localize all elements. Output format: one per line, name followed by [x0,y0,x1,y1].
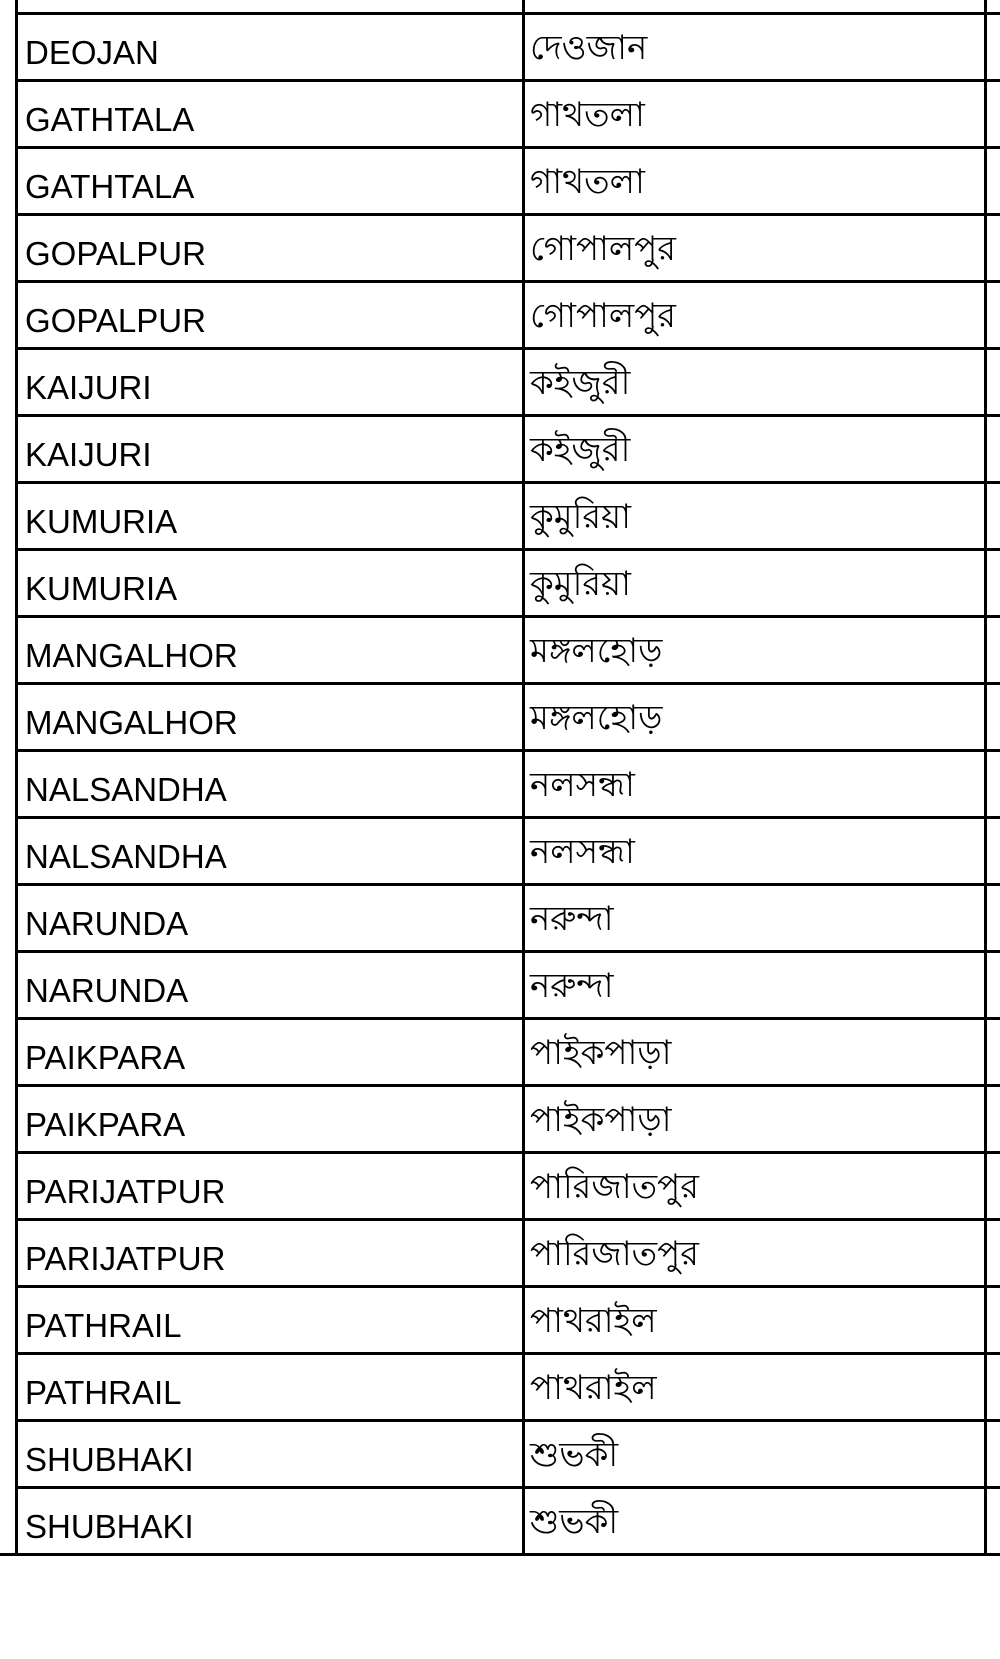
village-name-english: PARIJATPUR [25,1240,226,1277]
village-name-bengali: দেওজান [530,28,648,68]
table-row [0,1422,1000,1489]
village-name-bengali: গাথতলা [530,95,645,135]
table-row [0,953,1000,1020]
village-name-bengali: মঙ্গলহোড় [530,698,663,738]
village-name-english: GOPALPUR [25,302,206,339]
village-name-english: NALSANDHA [25,838,227,875]
table-row [0,82,1000,149]
table-row [0,484,1000,551]
village-name-bengali: নলসন্ধা [530,832,635,872]
village-name-english: MANGALHOR [25,637,238,674]
village-name-english: NARUNDA [25,905,189,942]
village-name-bengali: নলসন্ধা [530,765,635,805]
table-row [0,752,1000,819]
village-name-english: NARUNDA [25,972,189,1009]
village-name-english: SHUBHAKI [25,1441,194,1478]
village-name-english: DEOJAN [25,34,159,71]
village-name-bengali: নরুন্দা [530,966,614,1006]
village-name-bengali: পাথরাইল [530,1301,657,1341]
village-name-english: KUMURIA [25,503,178,540]
table-row [0,1087,1000,1154]
village-name-bengali: পাথরাইল [530,1368,657,1408]
village-name-english: GATHTALA [25,101,195,138]
village-name-english: NALSANDHA [25,771,227,808]
village-name-bengali: গোপালপুর [530,296,676,336]
table-row [0,1020,1000,1087]
village-name-bengali: নরুন্দা [530,899,614,939]
village-name-bengali: পারিজাতপুর [530,1234,699,1274]
village-name-bengali: শুভকী [530,1502,619,1542]
village-name-english: PAIKPARA [25,1106,186,1143]
village-name-bengali: পাইকপাড়া [530,1100,672,1140]
table-row [0,149,1000,216]
village-name-english: MANGALHOR [25,704,238,741]
village-name-bengali: মঙ্গলহোড় [530,631,663,671]
village-name-english: KAIJURI [25,436,152,473]
village-name-bengali: কইজুরী [530,430,631,470]
table-row [0,1355,1000,1422]
table-row [0,216,1000,283]
table-row [0,15,1000,82]
table-row [0,417,1000,484]
village-name-bengali: কুমুরিয়া [530,497,631,537]
table-row [0,618,1000,685]
table-row [0,685,1000,752]
village-name-english: SHUBHAKI [25,1508,194,1545]
village-name-bengali: পারিজাতপুর [530,1167,699,1207]
village-name-english: PATHRAIL [25,1374,182,1411]
table-row [0,1489,1000,1556]
village-name-english: KAIJURI [25,369,152,406]
village-name-bengali: পাইকপাড়া [530,1033,672,1073]
village-name-english: PAIKPARA [25,1039,186,1076]
table-row [0,886,1000,953]
village-name-english: PATHRAIL [25,1307,182,1344]
village-name-bengali: কইজুরী [530,363,631,403]
village-name-english: GATHTALA [25,168,195,205]
table-row [0,551,1000,618]
village-name-english: PARIJATPUR [25,1173,226,1210]
table-row [0,1154,1000,1221]
village-name-english: GOPALPUR [25,235,206,272]
village-name-bengali: কুমুরিয়া [530,564,631,604]
table-row [0,283,1000,350]
table-row [0,1288,1000,1355]
table-row [0,350,1000,417]
village-name-bengali: শুভকী [530,1435,619,1475]
table-row [0,1221,1000,1288]
village-name-bengali: গাথতলা [530,162,645,202]
table-row [0,819,1000,886]
village-name-english: KUMURIA [25,570,178,607]
village-name-bengali: গোপালপুর [530,229,676,269]
